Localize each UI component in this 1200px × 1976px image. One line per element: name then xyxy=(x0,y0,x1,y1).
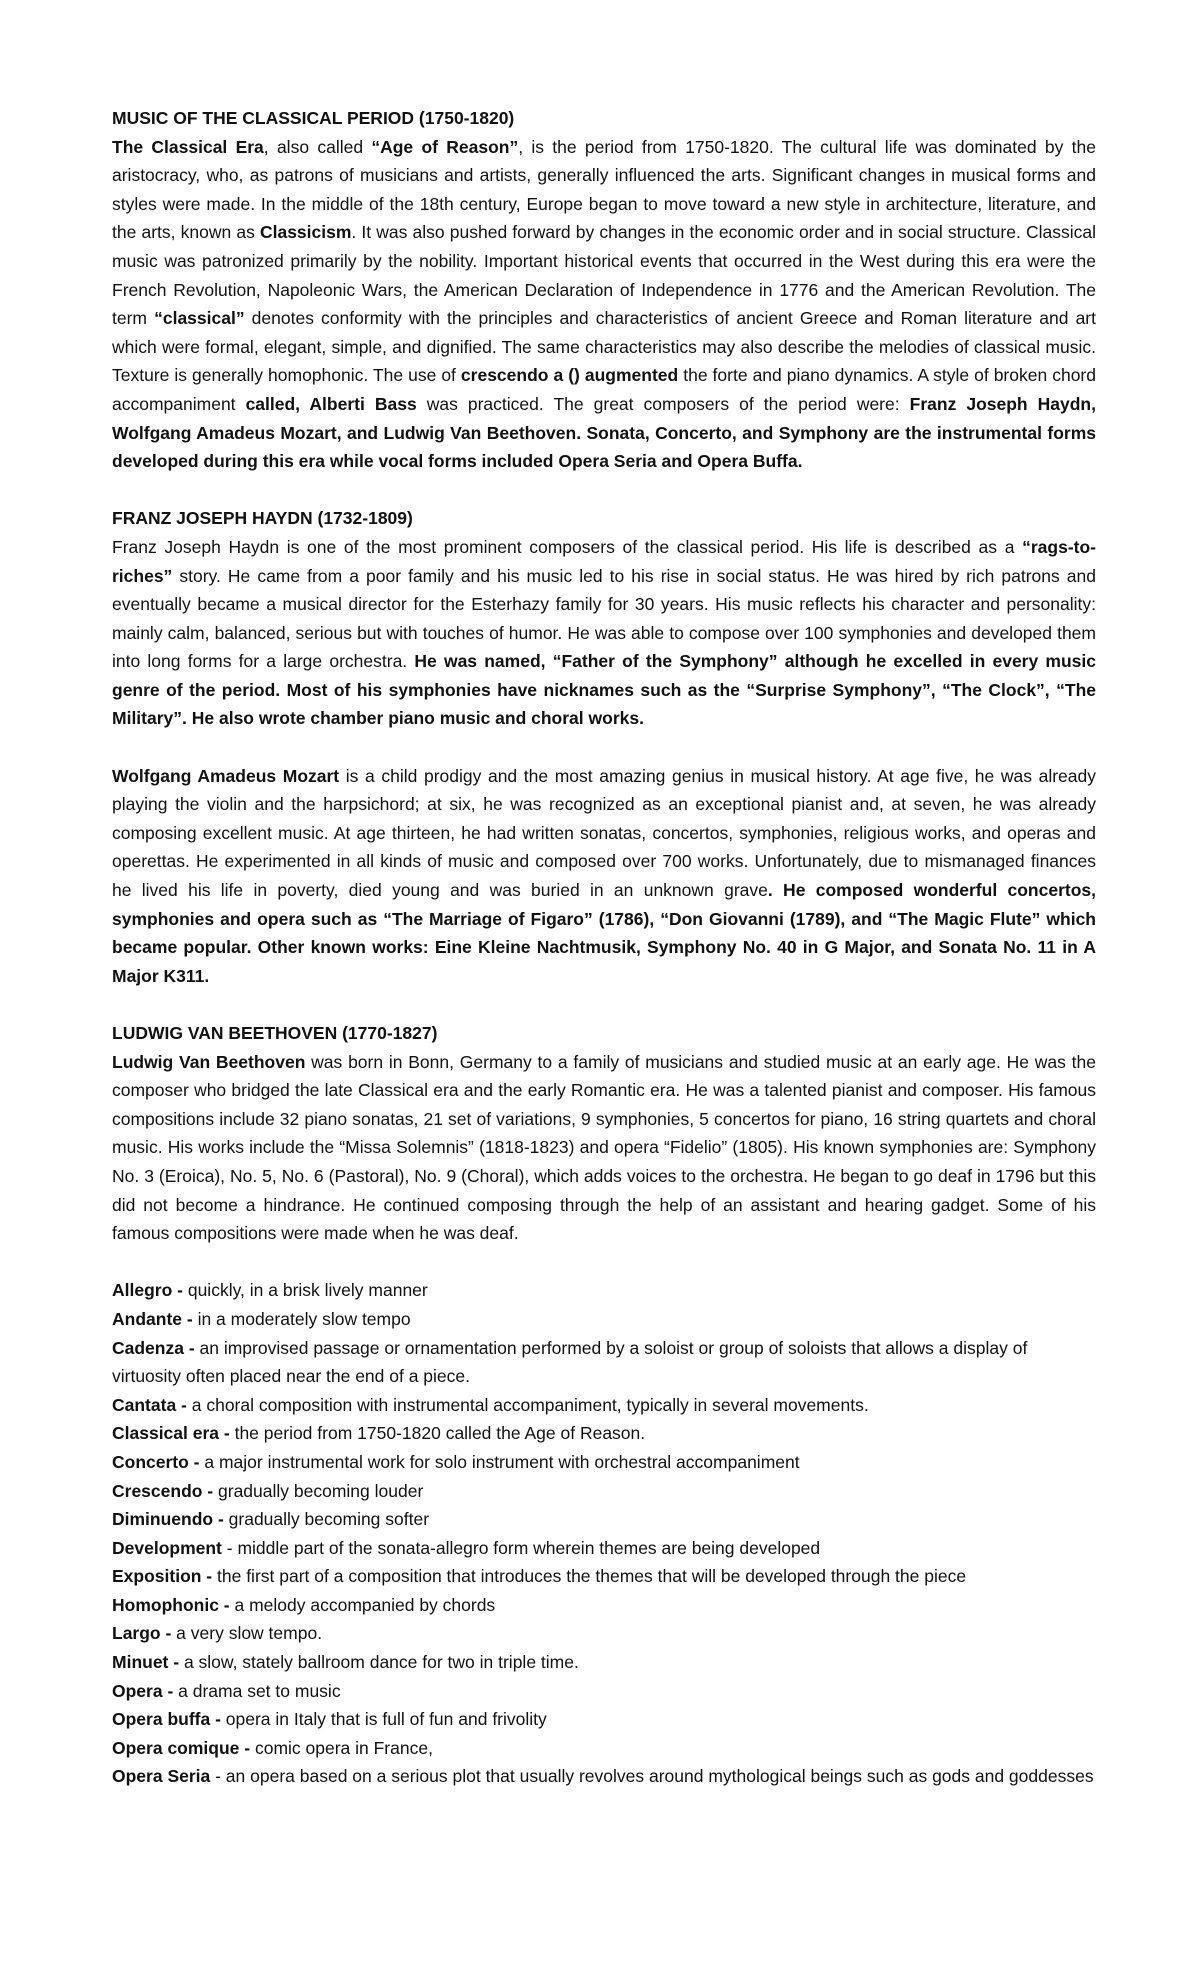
glossary-definition: comic opera in France, xyxy=(250,1737,433,1758)
glossary-definition: an improvised passage or ornamentation performed by a soloist or group of soloists that allows a display of virtuosity often placed near the end of a piece. xyxy=(112,1337,1028,1387)
glossary-entry xyxy=(112,1334,1096,1391)
text-run: was practiced. The great composers of the period were: xyxy=(416,393,910,414)
glossary-term: Opera buffa - xyxy=(112,1709,221,1730)
spacer xyxy=(112,733,1096,762)
text-run: was born in Bonn, Germany to a family of musicians and studied music at an early age. He was the composer who bridged the late Classical era and the early Romantic era. He was a talented pianist and composer. His famous compositions include 32 piano sonatas, 21 set of variations, 9 symphonies, 5 concertos for piano, 16 string quartets and choral music. His works include the “Missa Solemnis” (1818-1823) and opera “Fidelio” (1805). His known symphonies are: Symphony No. 3 (Eroica), No. 5, No. 6 (Pastoral), No. 9 (Choral), which adds voices to the orchestra. He began to go deaf in 1796 but this did not become a hindrance. He continued composing through the help of an assistant and hearing gadget. Some of his famous compositions were made when he was deaf. xyxy=(112,1051,1096,1244)
glossary-term: Minuet - xyxy=(112,1652,180,1673)
bold-text-run: Franz Joseph Haydn, Wolfgang Amadeus Mozart, and Ludwig Van Beethoven. Sonata, Concerto, and Symphony are the instrumental forms developed during this era while vocal forms included Opera Seria and Opera Buffa. xyxy=(112,393,1096,472)
glossary-term: Crescendo - xyxy=(112,1480,214,1501)
glossary-definition: a very slow tempo. xyxy=(171,1623,323,1644)
glossary-definition: the first part of a composition that introduces the themes that will be developed through the piece xyxy=(212,1566,967,1587)
bold-text-run: “Age of Reason” xyxy=(371,136,519,157)
glossary-entry xyxy=(112,1448,1096,1477)
glossary-entry xyxy=(112,1648,1096,1677)
bold-text-run: Ludwig Van Beethoven xyxy=(112,1051,306,1072)
text-run: , also called xyxy=(263,136,372,157)
glossary-entry xyxy=(112,1591,1096,1620)
beethoven-heading: LUDWIG VAN BEETHOVEN (1770-1827) xyxy=(112,1023,438,1043)
glossary-definition: opera in Italy that is full of fun and frivolity xyxy=(220,1709,547,1730)
glossary-entry xyxy=(112,1562,1096,1591)
glossary-definition: a melody accompanied by chords xyxy=(229,1594,496,1615)
glossary-entry xyxy=(112,1505,1096,1534)
glossary-term: Classical era - xyxy=(112,1423,230,1444)
glossary-entry xyxy=(112,1677,1096,1706)
classical-period-paragraph xyxy=(112,133,1096,476)
bold-text-run: “classical” xyxy=(154,308,245,329)
glossary-definition: gradually becoming louder xyxy=(213,1480,424,1501)
haydn-paragraph xyxy=(112,533,1096,733)
glossary-list xyxy=(112,1276,1096,1791)
glossary-term: Andante - xyxy=(112,1308,193,1329)
glossary-definition: a slow, stately ballroom dance for two in triple time. xyxy=(179,1652,579,1673)
text-run: , is the period from 1750-1820. The cultural life was dominated by the aristocracy, who, as patrons of musicians and artists, generally influenced the arts. Significant changes in musical forms and styles were made. In the middle of the 18th century, Europe began to move toward a new style in architecture, literature, and the arts, known as xyxy=(112,136,1096,243)
text-run: story. He came from a poor family and his music led to his rise in social status. He was hired by rich patrons and eventually became a musical director for the Esterhazy family for 30 years. His music reflects his character and personality: mainly calm, balanced, serious but with touches of humor. He was able to compose over 100 symphonies and developed them into long forms for a large orchestra. xyxy=(112,565,1096,672)
bold-text-run: called, Alberti Bass xyxy=(245,393,417,414)
glossary-entry xyxy=(112,1305,1096,1334)
glossary-term: Concerto - xyxy=(112,1451,200,1472)
glossary-definition: gradually becoming softer xyxy=(223,1509,430,1530)
bold-text-run: Wolfgang Amadeus Mozart xyxy=(112,765,340,786)
spacer xyxy=(112,476,1096,505)
text-run: is a child prodigy and the most amazing genius in musical history. At age five, he was already playing the violin and the harpsichord; at six, he was recognized as an exceptional pianist and, at seven, he was already composing excellent music. At age thirteen, he had written sonatas, concertos, symphonies, religious works, and operas and operettas. He experimented in all kinds of music and composed over 700 works. Unfortunately, due to mismanaged finances he lived his life in poverty, died young and was buried in an unknown grave xyxy=(112,765,1097,901)
bold-text-run: crescendo a () augmented xyxy=(460,365,679,386)
bold-text-run: . He composed wonderful concertos, symphonies and opera such as “The Marriage of Figaro” (1786), “Don Giovanni (1789), and “The Magic Flute” which became popular. Other known works: Eine Kleine Nachtmusik, Symphony No. 40 in G Major, and Sonata No. 11 in A Major K311. xyxy=(112,880,1096,986)
glossary-entry xyxy=(112,1619,1096,1648)
spacer xyxy=(112,990,1096,1019)
glossary-definition: a major instrumental work for solo instrument with orchestral accompaniment xyxy=(199,1451,800,1472)
glossary-definition: a choral composition with instrumental accompaniment, typically in several movements. xyxy=(186,1394,869,1415)
glossary-entry xyxy=(112,1705,1096,1734)
text-run: . It was also pushed forward by changes in the economic order and in social structure. Classical music was patronized primarily by the nobility. Important historical events that occurred in the West during this era were the French Revolution, Napoleonic Wars, the American Declaration of Independence in 1776 and the American Revolution. The term xyxy=(112,222,1096,329)
glossary-entry xyxy=(112,1276,1096,1305)
glossary-entry xyxy=(112,1534,1096,1563)
glossary-term: Exposition - xyxy=(112,1566,213,1587)
glossary-definition: in a moderately slow tempo xyxy=(192,1308,411,1329)
glossary-term: Allegro - xyxy=(112,1280,183,1301)
glossary-entry xyxy=(112,1419,1096,1448)
glossary-definition: quickly, in a brisk lively manner xyxy=(182,1280,428,1301)
bold-text-run: Classicism xyxy=(259,222,352,243)
glossary-term: Cantata - xyxy=(112,1394,187,1415)
spacer xyxy=(112,1248,1096,1277)
document-page xyxy=(112,104,1096,1791)
text-run: denotes conformity with the principles and characteristics of ancient Greece and Roman literature and art which were formal, elegant, simple, and dignified. The same characteristics may also describe the melodies of classical music. Texture is generally homophonic. The use of xyxy=(112,308,1096,386)
glossary-entry xyxy=(112,1762,1096,1791)
text-run: the forte and piano dynamics. A style of broken chord accompaniment xyxy=(112,365,1096,414)
glossary-term: Development xyxy=(112,1537,222,1558)
glossary-definition: the period from 1750-1820 called the Age of Reason. xyxy=(229,1423,646,1444)
bold-text-run: The Classical Era xyxy=(112,136,264,157)
glossary-term: Opera Seria xyxy=(112,1766,211,1787)
mozart-paragraph xyxy=(112,762,1096,991)
glossary-term: Opera - xyxy=(112,1680,174,1701)
glossary-entry xyxy=(112,1477,1096,1506)
text-run: Franz Joseph Haydn is one of the most prominent composers of the classical period. His life is described as a xyxy=(112,536,1023,557)
glossary-term: Diminuendo - xyxy=(112,1509,224,1530)
beethoven-paragraph xyxy=(112,1048,1096,1248)
glossary-term: Opera comique - xyxy=(112,1737,251,1758)
glossary-definition: a drama set to music xyxy=(173,1680,341,1701)
glossary-entry xyxy=(112,1734,1096,1763)
haydn-heading: FRANZ JOSEPH HAYDN (1732-1809) xyxy=(112,508,413,529)
bold-text-run: “rags-to-riches” xyxy=(112,536,1096,586)
glossary-term: Homophonic - xyxy=(112,1594,230,1615)
glossary-term: Cadenza - xyxy=(112,1337,195,1358)
bold-text-run: He was named, “Father of the Symphony” although he excelled in every music genre of the period. Most of his symphonies have nicknames such as the “Surprise Symphony”, “The Clock”, “The Military”. He also wrote chamber piano music and choral works. xyxy=(112,651,1096,729)
glossary-term: Largo - xyxy=(112,1623,172,1644)
glossary-definition: - middle part of the sonata-allegro form wherein themes are being developed xyxy=(221,1537,821,1558)
classical-period-heading: MUSIC OF THE CLASSICAL PERIOD (1750-1820) xyxy=(112,108,515,128)
glossary-definition: - an opera based on a serious plot that usually revolves around mythological beings such as gods and goddesses xyxy=(210,1766,1094,1787)
glossary-entry xyxy=(112,1391,1096,1420)
